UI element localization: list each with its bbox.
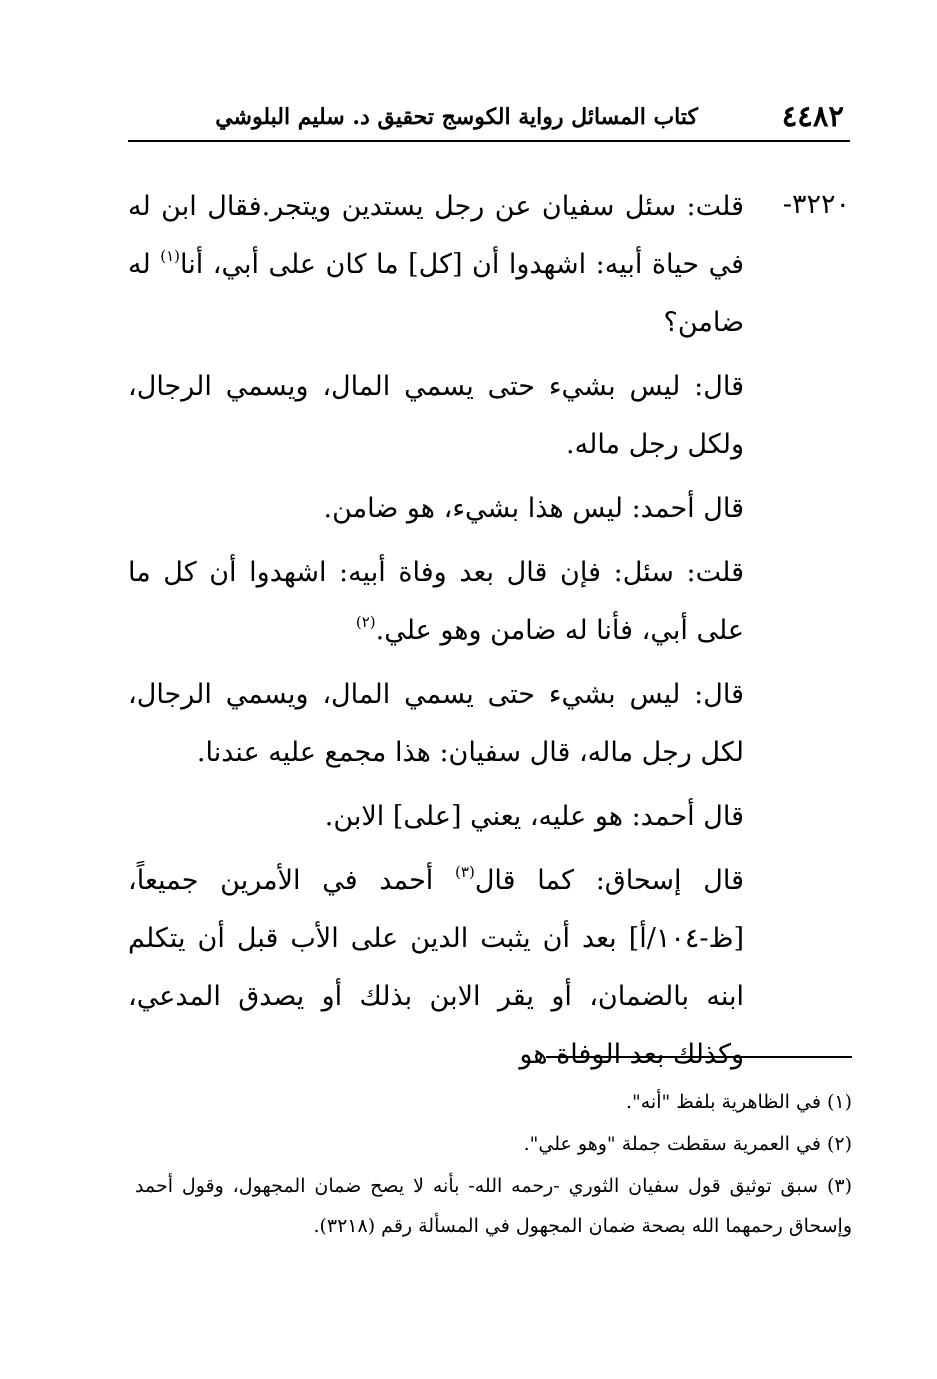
footnote-3: (٣) سبق توثيق قول سفيان الثوري -رحمه الله- بأنه لا يصح ضمان المجهول، وقول أحمد وإسحاق رحمهما الله بصحة ضمان المجهول في المسألة رقم (٣٢١٨). bbox=[135, 1175, 852, 1237]
footnotes bbox=[135, 1082, 852, 1248]
paragraph-text: له ضامن؟ bbox=[128, 249, 744, 338]
footnote-ref-3[interactable]: (٣) bbox=[455, 863, 475, 881]
issue-number: ٣٢٢٠- bbox=[782, 189, 850, 220]
footnote-ref-1[interactable]: (١) bbox=[160, 247, 180, 265]
paragraph-ishaq bbox=[128, 852, 744, 1084]
issue-3220 bbox=[128, 178, 850, 1084]
header-rule bbox=[128, 140, 850, 142]
paragraph-text: قال إسحاق: كما قال bbox=[474, 865, 744, 896]
paragraph-question-2 bbox=[128, 544, 744, 660]
footnote-rule bbox=[546, 1056, 852, 1058]
footnote-1: (١) في الظاهرية بلفظ "أنه". bbox=[625, 1091, 852, 1113]
footnote-ref-2[interactable]: (٢) bbox=[355, 613, 376, 631]
paragraph-text: قلت: سئل سفيان عن رجل يستدين ويتجر.فقال ابن له في حياة أبيه: اشهدوا أن [كل] ما كان على أبي، أنا bbox=[128, 191, 744, 280]
main-text bbox=[128, 178, 850, 1090]
paragraph-answer-sufyan-2: قال: ليس بشيء حتى يسمي المال، ويسمي الرجال، لكل رجل ماله، قال سفيان: هذا مجمع عليه عندنا. bbox=[128, 679, 744, 768]
page-number: ٤٤٨٢ bbox=[781, 99, 844, 133]
paragraph-ahmad: قال أحمد: ليس هذا بشيء، هو ضامن. bbox=[323, 493, 744, 524]
paragraph-ahmad-2: قال أحمد: هو عليه، يعني [على] الابن. bbox=[324, 801, 744, 832]
page-header bbox=[128, 96, 850, 142]
paragraph-text: قلت: سئل: فإن قال بعد وفاة أبيه: اشهدوا أن كل ما على أبي، فأنا له ضامن وهو علي. bbox=[128, 557, 744, 646]
paragraph-question bbox=[128, 178, 744, 352]
paragraph-text: أحمد في الأمرين جميعاً، [ظ-١٠٤/أ] بعد أن يثبت الدين على الأب قبل أن يتكلم ابنه بالضمان، أو يقر الابن بذلك أو يصدق المدعي، وكذلك بعد الوفاة هو bbox=[128, 865, 744, 1070]
footnote-2: (٢) في العمرية سقطت جملة "وهو علي". bbox=[523, 1133, 852, 1155]
running-title: كتاب المسائل رواية الكوسج تحقيق د. سليم البلوشي bbox=[215, 104, 698, 130]
paragraph-answer-sufyan: قال: ليس بشيء حتى يسمي المال، ويسمي الرجال، ولكل رجل ماله. bbox=[128, 371, 744, 460]
